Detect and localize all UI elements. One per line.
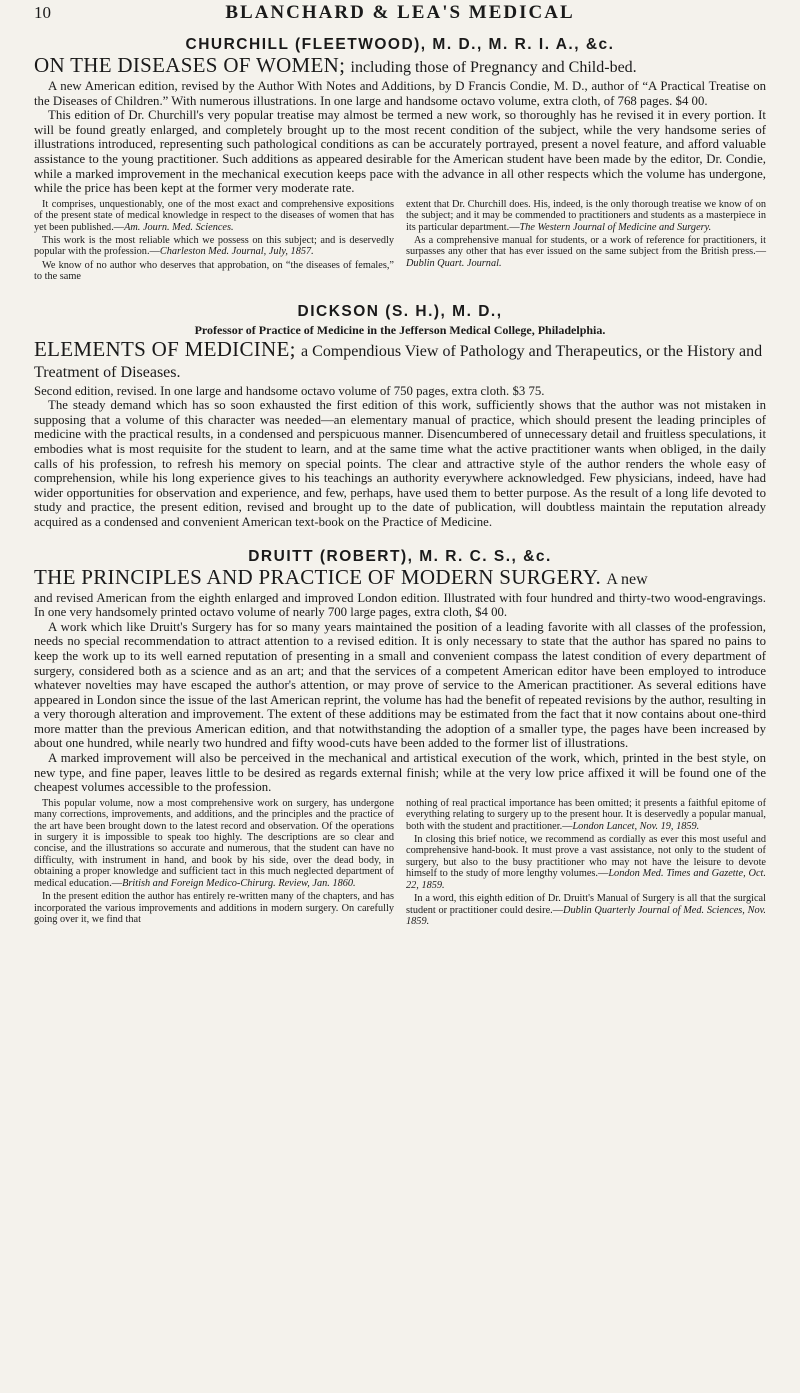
book-title-rest: a Compendious View of Pathology and Therapeutics, or the History and Treatment of Diseases. — [34, 342, 763, 381]
catalog-entry-dickson — [34, 303, 766, 530]
description-paragraph: and revised American from the eighth enlarged and improved London edition. Illustrated with four hundred and thirty-two wood-engravings. In one very handsomely printed octavo volume of nearly 700 large pages, extra cloth, $4 00. — [34, 590, 766, 620]
review-columns — [34, 798, 766, 929]
description-paragraph: The steady demand which has so soon exhausted the first edition of this work, sufficiently shows that the author was not mistaken in supposing that a volume of this character was needed—an elementary manual of practice, which should present the leading principles of medicine with the practical results, in a condensed and perspicuous manner. Disencumbered of unnecessary detail and fruitless speculations, it embodies what is most requisite for the student to learn, and at the same time what the active practitioner wants when obliged, in the daily calls of his profession, to refresh his memory on special points. The clear and attractive style of the author renders the whole easy of comprehension, while his long experience gives to his teachings an authority everywhere acknowledged. Few physicians, indeed, have had wider opportunities for observation and experience, and few, perhaps, have used them to better purpose. As the result of a long life devoted to study and practice, the present edition, revised and brought up to the date of publication, will doubtless maintain the reputation already acquired as a condensed and convenient American text-book on the Practice of Medicine. — [34, 398, 766, 529]
review-quote: nothing of real practical importance has been omitted; it presents a faithful epitome of everything relating to surgery up to the present hour. It is deservedly a popular manual, both with the student and practitioner.—London Lancet, Nov. 19, 1859. — [406, 797, 766, 832]
review-source: London Lancet, Nov. 19, 1859. — [572, 820, 700, 832]
description-paragraph: A work which like Druitt's Surgery has for so many years maintained the position of a leading favorite with all classes of the profession, needs no special recommendation to attract attention to a revised edition. It is only necessary to state that the author has spared no pains to keep the work up to its well earned reputation of presenting in a small and convenient compass the latest condition of every department of surgery, considered both as a science and as an art; and that the services of a competent American editor have been employed to introduce whatever novelties may have escaped the author's attention, or may prove of service to the American practitioner. As several editions have appeared in London since the issue of the last American reprint, the volume has had the benefit of repeated revisions by the author, resulting in a very thorough alteration and improvement. The extent of these additions may be estimated from the fact that it now contains about one-third more matter than the previous American edition, and that notwithstanding the adoption of a smaller type, the pages have been increased by about one hundred, while nearly two hundred and fifty wood-cuts have been added to the former list of illustrations. — [34, 619, 766, 751]
book-title-rest: A new — [606, 570, 648, 588]
review-quote: This work is the most reliable which we possess on this subject; and is deservedly popular with the profession.—Charleston Med. Journal, July, 1857. — [34, 234, 394, 258]
description-paragraph: Second edition, revised. In one large and handsome octavo volume of 750 pages, extra cloth. $3 75. — [34, 383, 545, 398]
review-quote: As a comprehensive manual for students, or a work of reference for practitioners, it surpasses any other that has ever issued on the same subject from the British press.—Dublin Quart. Journal. — [406, 234, 766, 269]
review-columns — [34, 199, 766, 285]
review-source: The Western Journal of Medicine and Surgery. — [519, 221, 712, 233]
running-header — [34, 2, 766, 30]
review-quote: This popular volume, now a most comprehensive work on surgery, has undergone many corrections, improvements, and additions, and the principles and the practice of the art have been brought down to the latest record and observation. Of the operations in surgery it is impossible to speak too highly. The descriptions are so clear and concise, and the illustrations so accurate and numerous, that the student can have no difficulty, with instrument in hand, and book by his side, over the dead body, in obtaining a proper knowledge and sufficient tact in this much neglected department of medical education.—British and Foreign Medico-Chirurg. Review, Jan. 1860. — [34, 797, 394, 889]
catalog-entry-druitt — [34, 548, 766, 930]
review-quote: It comprises, unquestionably, one of the most exact and comprehensive expositions of the present state of medical knowledge in respect to the diseases of women that has yet been published.—Am. Journ. Med. Sciences. — [34, 198, 394, 233]
review-quote: In closing this brief notice, we recommend as cordially as ever this most useful and comprehensive hand-book. It must prove a vast assistance, not only to the student of surgery, but also to the busy practitioner who may not have the leisure to devote himself to the study of more lengthy volumes.—London Med. Times and Gazette, Oct. 22, 1859. — [406, 834, 766, 891]
book-title — [34, 53, 766, 77]
review-source: British and Foreign Medico-Chirurg. Review, Jan. 1860. — [122, 877, 356, 889]
author-heading: CHURCHILL (FLEETWOOD), M. D., M. R. I. A., &c. — [185, 36, 615, 53]
review-column-right — [406, 199, 766, 285]
review-source: London Med. Times and Gazette, Oct. 22, 1859. — [406, 868, 766, 891]
description-paragraph: A marked improvement will also be perceived in the mechanical and artistical execution of the work, which, printed in the best style, on new type, and fine paper, leaves little to be desired as regards external finish; while at the very low price affixed it will be found one of the cheapest volumes accessible to the profession. — [34, 751, 766, 795]
review-source: Charleston Med. Journal, July, 1857. — [159, 246, 314, 258]
book-description — [34, 79, 766, 196]
book-title — [34, 336, 766, 382]
book-title-main: ON THE DISEASES OF WOMEN; — [34, 53, 346, 77]
author-heading: DICKSON (S. H.), M. D., — [297, 302, 503, 320]
review-column-left — [34, 199, 394, 285]
page-number: 10 — [34, 3, 51, 22]
review-column-left — [34, 798, 394, 929]
review-source: Dublin Quarterly Journal of Med. Sciences, Nov. 1859. — [406, 904, 766, 927]
review-quote: In a word, this eighth edition of Dr. Druitt's Manual of Surgery is all that the surgical student or practitioner could desire.—Dublin Quarterly Journal of Med. Sciences, Nov. 1859. — [406, 893, 766, 927]
catalog-entry-churchill — [34, 36, 766, 285]
author-heading: DRUITT (ROBERT), M. R. C. S., &c. — [248, 547, 552, 565]
review-source: Dublin Quart. Journal. — [406, 257, 502, 269]
book-title-main: THE PRINCIPLES AND PRACTICE OF MODERN SURGERY. — [34, 564, 602, 589]
book-description — [34, 384, 766, 530]
book-description — [34, 591, 766, 795]
description-paragraph: This edition of Dr. Churchill's very popular treatise may almost be termed a new work, so thoroughly has he revised it in every portion. It will be found greatly enlarged, and completely brought up to the most recent condition of the subject, while the very handsome series of illustrations introduced, representing such pathological conditions as can be accurately portrayed, present a novel feature, and afford valuable assistance to the young practitioner. Such additions as appeared desirable for the American student have been made by the editor, Dr. Condie, while a marked improvement in the mechanical execution keeps pace with the advance in all other respects which the volume has undergone, while the price has been kept at the former very moderate rate. — [34, 108, 766, 196]
book-title-main: ELEMENTS OF MEDICINE; — [34, 336, 296, 361]
running-title: BLANCHARD & LEA'S MEDICAL — [225, 2, 575, 23]
review-column-right — [406, 798, 766, 929]
review-quote: We know of no author who deserves that approbation, on “the diseases of females,” to the same — [34, 259, 394, 283]
book-title-rest: including those of Pregnancy and Child-bed. — [350, 59, 637, 76]
book-title — [34, 564, 766, 589]
review-quote: extent that Dr. Churchill does. His, indeed, is the only thorough treatise we know of on the subject; and it may be commended to practitioners and students as a masterpiece in its particular department.—The Western Journal of Medicine and Surgery. — [406, 198, 766, 233]
author-affiliation: Professor of Practice of Medicine in the Jefferson Medical College, Philadelphia. — [194, 322, 606, 337]
review-source: Am. Journ. Med. Sciences. — [124, 221, 234, 233]
description-paragraph: A new American edition, revised by the Author With Notes and Additions, by D Francis Condie, M. D., author of “A Practical Treatise on the Diseases of Children.” With numerous illustrations. In one large and handsome octavo volume, extra cloth, of 768 pages. $4 00. — [34, 79, 766, 108]
review-quote: In the present edition the author has entirely re-written many of the chapters, and has incorporated the various improvements and additions in modern surgery. On carefully going over it, we find that — [34, 891, 394, 925]
